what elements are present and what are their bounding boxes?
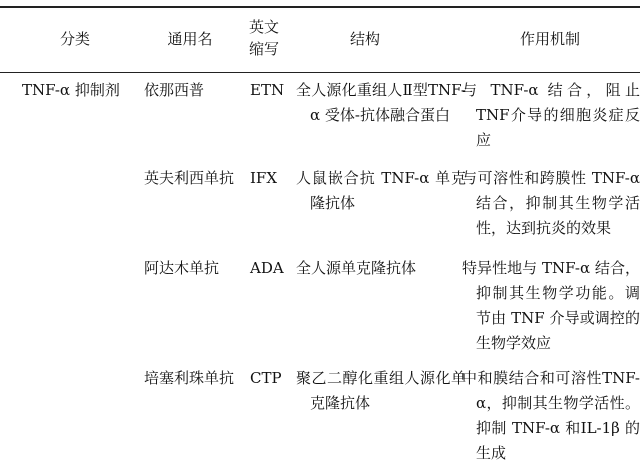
cell-abbr: IFX xyxy=(250,169,278,187)
cell-mechanism: 特异性地与 TNF-α 结合，抑制其生物学功能。调节由 TNF 介导或调控的生物学效应 xyxy=(462,259,640,352)
cell-mechanism: 与 TNF-α 结合，阻止TNF介导的细胞炎症反应 xyxy=(462,81,640,149)
cell-structure: 全人源单克隆抗体 xyxy=(296,259,417,277)
cell-abbr: CTP xyxy=(250,369,282,387)
header-abbreviation xyxy=(246,16,282,60)
header-mechanism: 作用机制 xyxy=(519,30,580,48)
header-abbr-line-1: 英文 xyxy=(248,18,279,36)
cell-generic-name: 依那西普 xyxy=(144,81,205,99)
header-generic-name: 通用名 xyxy=(167,30,213,48)
table-top-rule xyxy=(0,6,640,8)
header-bottom-rule xyxy=(0,72,640,73)
cell-structure: 人鼠嵌合抗 TNF-α 单克隆抗体 xyxy=(296,169,466,212)
cell-structure: 聚乙二醇化重组人源化单克隆抗体 xyxy=(296,369,466,412)
cell-mechanism: 与可溶性和跨膜性 TNF-α 结合，抑制其生物学活性，达到抗炎的效果 xyxy=(462,169,640,237)
cell-structure: 全人源化重组人Ⅱ型TNF-α 受体-抗体融合蛋白 xyxy=(296,81,466,124)
cell-generic-name: 培塞利珠单抗 xyxy=(144,369,235,387)
cell-mechanism: 中和膜结合和可溶性TNF-α，抑制其生物学活性。抑制 TNF-α 和IL-1β 的生成 xyxy=(462,369,640,462)
header-category: 分类 xyxy=(59,30,90,48)
cell-abbr: ADA xyxy=(250,259,284,277)
header-abbr-line-2: 缩写 xyxy=(248,40,279,58)
cell-category: TNF-α 抑制剂 xyxy=(22,81,120,99)
cell-abbr: ETN xyxy=(250,81,285,99)
cell-generic-name: 英夫利西单抗 xyxy=(144,169,235,187)
cell-generic-name: 阿达木单抗 xyxy=(144,259,220,277)
header-structure: 结构 xyxy=(349,30,380,48)
